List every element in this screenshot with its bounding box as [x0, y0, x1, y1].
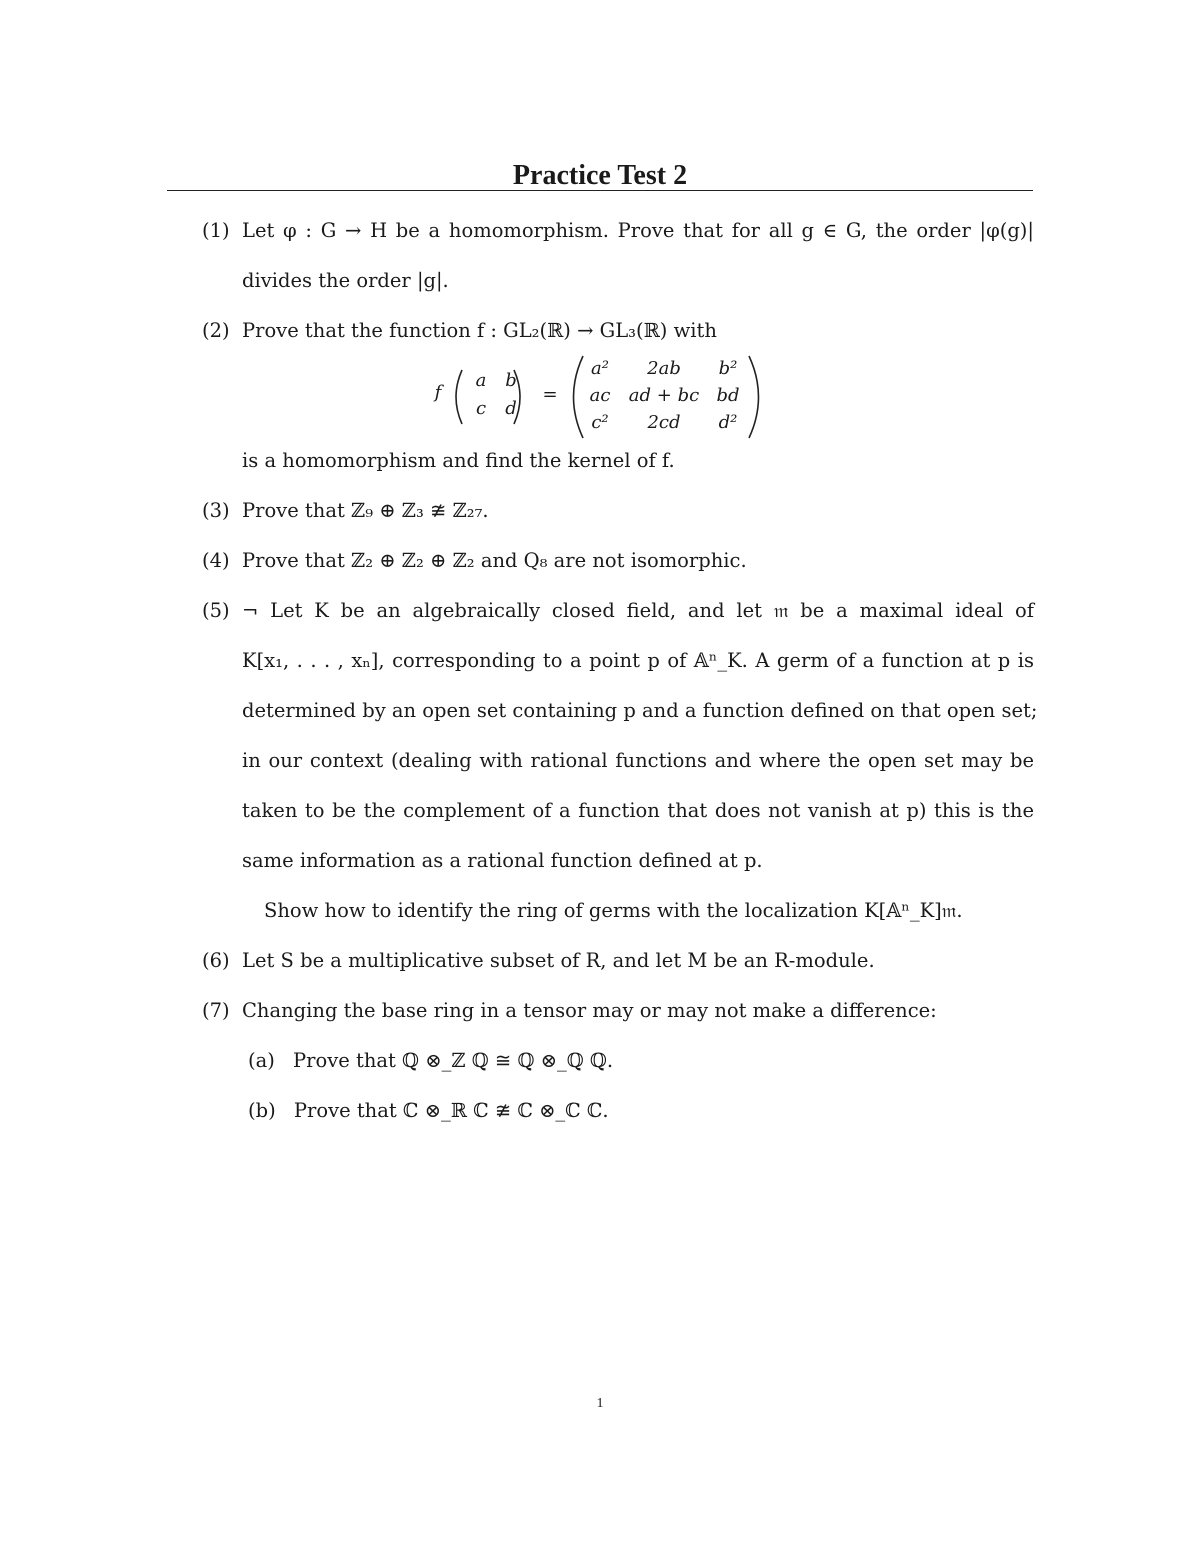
problem-text-line: Let S be a multiplicative subset of R, and let M be an R-module.	[242, 949, 875, 972]
matrix-cell: b²	[718, 358, 738, 379]
problem-5	[202, 586, 1038, 936]
problem-text-line: taken to be the complement of a function that does not vanish at p) this is the	[242, 799, 1034, 822]
problem-text-line: ¬ Let K be an algebraically closed field, and let 𝔪 be a maximal ideal of	[242, 599, 1034, 622]
problem-1	[202, 206, 1034, 306]
problem-text-line: Prove that ℤ₉ ⊕ ℤ₃ ≇ ℤ₂₇.	[242, 499, 489, 522]
problem-text-line: is a homomorphism and find the kernel of f.	[242, 449, 675, 472]
problem-7b	[248, 1086, 609, 1136]
matrix-cell: a	[475, 370, 487, 391]
problem-number: (1)	[202, 219, 230, 242]
matrix-cell: bd	[716, 385, 740, 406]
matrix-cell: d²	[718, 412, 738, 433]
problem-number: (6)	[202, 949, 230, 972]
problem-number: (4)	[202, 549, 230, 572]
matrix-cell: c	[475, 398, 487, 419]
problem-text-line: in our context (dealing with rational functions and where the open set may be	[242, 749, 1034, 772]
problem-text-line: same information as a rational function defined at p.	[242, 849, 763, 872]
problem-text-line: Let φ : G → H be a homomorphism. Prove that for all g ∈ G, the order |φ(g)|	[242, 219, 1034, 242]
problem-text-line: divides the order |g|.	[242, 269, 449, 292]
page-number: 1	[596, 1396, 604, 1411]
problem-text-line: Prove that the function f : GL₂(ℝ) → GL₃(ℝ) with	[242, 319, 717, 342]
equals-sign: =	[542, 384, 558, 405]
matrix-cell: 2ab	[647, 358, 681, 379]
matrix-cell: ad + bc	[628, 385, 700, 406]
problem-7	[202, 986, 1034, 1036]
matrix-cell: b	[505, 370, 517, 391]
problem-6	[202, 936, 1034, 986]
matrix-equation	[434, 352, 768, 442]
problem-number: (7)	[202, 999, 230, 1022]
title-rule	[167, 190, 1033, 191]
problem-number: (5)	[202, 599, 230, 622]
problem-text-line: K[x₁, . . . , xₙ], corresponding to a point p of 𝔸ⁿ_K. A germ of a function at p is	[242, 649, 1034, 672]
matrix-cell: d	[505, 398, 517, 419]
problem-number: (3)	[202, 499, 230, 522]
problem-text-line: Changing the base ring in a tensor may or may not make a difference:	[242, 999, 937, 1022]
problem-2-continued	[202, 436, 1034, 486]
problem-text-line: Prove that ℤ₂ ⊕ ℤ₂ ⊕ ℤ₂ and Q₈ are not isomorphic.	[242, 549, 747, 572]
matrix-cell: c²	[591, 412, 609, 433]
problem-2	[202, 306, 1034, 356]
problem-3	[202, 486, 1034, 536]
problem-4	[202, 536, 1034, 586]
subproblem-text: Prove that ℂ ⊗_ℝ ℂ ≇ ℂ ⊗_ℂ ℂ.	[293, 1099, 609, 1122]
problem-number: (2)	[202, 319, 230, 342]
matrix-cell: 2cd	[647, 412, 681, 433]
problem-text-line: determined by an open set containing p and a function defined on that open set;	[242, 699, 1038, 722]
subproblem-label: (a)	[248, 1049, 275, 1072]
problem-7a	[248, 1036, 613, 1086]
problem-text-line: Show how to identify the ring of germs with the localization K[𝔸ⁿ_K]𝔪.	[264, 899, 963, 922]
matrix-cell: ac	[589, 385, 611, 406]
function-symbol: f	[434, 382, 442, 403]
page-title: Practice Test 2	[512, 160, 688, 191]
subproblem-label: (b)	[248, 1099, 276, 1122]
subproblem-text: Prove that ℚ ⊗_ℤ ℚ ≅ ℚ ⊗_ℚ ℚ.	[293, 1049, 614, 1072]
matrix-cell: a²	[591, 358, 609, 379]
